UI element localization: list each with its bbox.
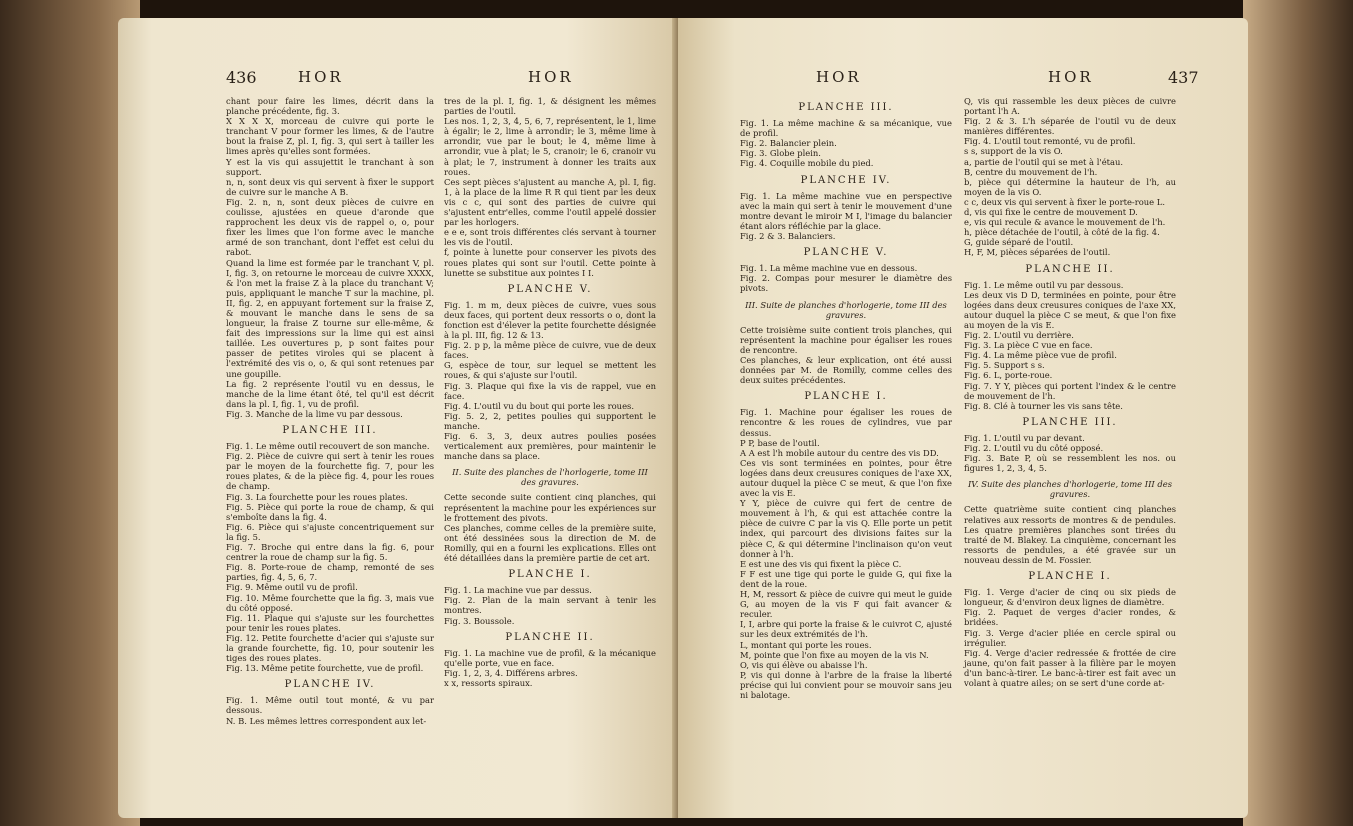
paragraph: n, n, sont deux vis qui servent à fixer le support de cuivre sur le manche A B.: [226, 176, 434, 197]
paragraph: Fig. 12. Petite fourchette d'acier qui s'ajuste sur la grande fourchette, fig. 10, pour soutenir les tiges des roues plates.: [226, 632, 434, 664]
paragraph: Fig. 3. Bate P, où se ressemblent les nos. ou figures 1, 2, 3, 4, 5.: [964, 453, 1176, 474]
paragraph: s s, support de la vis O.: [964, 146, 1063, 157]
paragraph: Fig. 1. Le même outil recouvert de son manche.: [226, 441, 430, 452]
section-heading: III. Suite de planches d'horlogerie, tome III des gravures.: [745, 299, 947, 320]
paragraph: f, pointe à lunette pour conserver les pivots des roues plates qui sont sur l'outil. Cette pointe à lunette se substitue aux pointes I I.: [444, 247, 656, 278]
paragraph: Les nos. 1, 2, 3, 4, 5, 6, 7, représentent, le 1, lime à égalir; le 2, lime à arrondir; le 3, même lime à arrondir, vue par le bout; le 4, même lime à arrondir, vue à plat; le 5, cranoir; le 6, cranoir vu à plat; le 7, instrument à donner les traits aux roues.: [444, 116, 656, 177]
right-page-number: 437: [1168, 68, 1199, 87]
paragraph: Fig. 2. L'outil vu derrière.: [964, 330, 1074, 341]
paragraph: H, F, M, pièces séparées de l'outil.: [964, 247, 1111, 258]
left-page-column-2: [444, 96, 656, 688]
paragraph: G, guide séparé de l'outil.: [964, 237, 1074, 248]
paragraph: Q, vis qui rassemble les deux pièces de cuivre portant l'h A.: [964, 96, 1176, 117]
paragraph: Fig. 6. Pièce qui s'ajuste concentriquement sur la fig. 5.: [226, 521, 434, 542]
paragraph: Fig. 11. Plaque qui s'ajuste sur les fourchettes pour tenir les roues plates.: [226, 612, 434, 633]
paragraph: Fig. 5. Pièce qui porte la roue de champ, & qui s'emboîte dans la fig. 4.: [226, 501, 434, 522]
left-page-column-1: [226, 96, 434, 726]
paragraph: Ces sept pièces s'ajustent au manche A, pl. I, fig. 1, à la place de la lime R R qui tient par les deux vis c c, qui sont des parties de cuivre qui s'ajustent entr'elles, comme l'outil appelé dossier par les horlogers.: [444, 176, 656, 228]
paragraph: Fig. 1. La même machine & sa mécanique, vue de profil.: [740, 118, 952, 139]
plate-heading: PLANCHE V.: [507, 283, 593, 295]
plate-heading: PLANCHE V.: [803, 247, 889, 259]
paragraph: O, vis qui élève ou abaisse l'h.: [740, 659, 868, 670]
paragraph: Fig. 1. La machine vue par dessus.: [444, 585, 592, 596]
paragraph: F F est une tige qui porte le guide G, qui fixe la dent de la roue.: [740, 568, 952, 589]
paragraph: Cette troisième suite contient trois planches, qui représentent la machine pour égaliser les roues de rencontre.: [740, 324, 952, 355]
paragraph: Fig. 6. L, porte-roue.: [964, 370, 1053, 381]
paragraph: Ces planches, comme celles de la première suite, ont été dessinées sous la direction de M. de Romilly, qui en a fourni les explications. Elles ont été détaillées dans la première partie de cet art.: [444, 522, 656, 564]
paragraph: I, I, arbre qui porte la fraise & le cuivrot C, ajusté sur les deux extrémités de l'h.: [740, 619, 952, 640]
paragraph: E est une des vis qui fixent la pièce C.: [740, 558, 902, 569]
left-running-head-right: HOR: [528, 68, 574, 86]
paragraph: d, vis qui fixe le centre de mouvement D.: [964, 207, 1138, 218]
paragraph: M, pointe que l'on fixe au moyen de la vis N.: [740, 649, 929, 660]
plate-heading: PLANCHE II.: [1025, 263, 1115, 275]
paragraph: Cette seconde suite contient cinq planches, qui représentent la machine pour les expériences sur le frottement des pivots.: [444, 492, 656, 523]
paragraph: Fig. 3. Boussole.: [444, 615, 515, 626]
plate-heading: PLANCHE III.: [798, 102, 894, 113]
right-page-column-2: [964, 96, 1176, 688]
paragraph: Fig. 3. Verge d'acier pliée en cercle spiral ou irrégulier.: [964, 627, 1176, 648]
paragraph: e e e, sont trois différentes clés servant à tourner les vis de l'outil.: [444, 227, 656, 248]
book-cover-right-edge: [1243, 0, 1353, 826]
paragraph: Fig. 2 & 3. L'h séparée de l'outil vu de deux manières différentes.: [964, 116, 1176, 137]
paragraph: Fig. 4. L'outil tout remonté, vu de profil.: [964, 136, 1136, 147]
paragraph: Fig. 7. Broche qui entre dans la fig. 6, pour centrer la roue de champ sur la fig. 5.: [226, 542, 434, 563]
plate-heading: PLANCHE IV.: [800, 174, 892, 186]
paragraph: Fig. 2. Paquet de verges d'acier rondes, & bridées.: [964, 607, 1176, 628]
paragraph: Fig. 5. 2, 2, petites poulies qui supportent le manche.: [444, 410, 656, 431]
left-page-number: 436: [226, 68, 257, 87]
paragraph: b, pièce qui détermine la hauteur de l'h, au moyen de la vis O.: [964, 176, 1176, 197]
paragraph: Fig. 1. L'outil vu par devant.: [964, 432, 1085, 443]
paragraph: Fig. 3. Manche de la lime vu par dessous.: [226, 408, 403, 419]
right-running-head-right: HOR: [1048, 68, 1094, 86]
paragraph: Fig. 1. Verge d'acier de cinq ou six pieds de longueur, & d'environ deux lignes de diamètre.: [964, 587, 1176, 608]
paragraph: Fig. 10. Même fourchette que la fig. 3, mais vue du côté opposé.: [226, 592, 434, 613]
plate-heading: PLANCHE III.: [282, 425, 378, 436]
paragraph: La fig. 2 représente l'outil vu en dessus, le manche de la lime étant ôté, tel qu'il est décrit dans la pl. I, fig. 1, vu de profil.: [226, 378, 434, 409]
paragraph: Fig. 13. Même petite fourchette, vue de profil.: [226, 663, 424, 674]
plate-heading: PLANCHE II.: [505, 631, 595, 643]
paragraph: c c, deux vis qui servent à fixer le porte-roue L.: [964, 196, 1166, 207]
paragraph: Fig. 5. Support s s.: [964, 360, 1045, 371]
paragraph: chant pour faire les limes, décrit dans la planche précédente, fig. 3.: [226, 96, 434, 117]
paragraph: G, espèce de tour, sur lequel se mettent les roues, & qui s'ajuste sur l'outil.: [444, 360, 656, 381]
paragraph: Fig. 9. Même outil vu de profil.: [226, 582, 358, 593]
paragraph: P, vis qui donne à l'arbre de la fraise la liberté précise qui lui convient pour se mouvoir sans jeu ni balotage.: [740, 669, 952, 700]
paragraph: Fig. 7. Y Y, pièces qui portent l'index & le centre de mouvement de l'h.: [964, 380, 1176, 401]
paragraph: Fig. 2. Compas pour mesurer le diamètre des pivots.: [740, 273, 952, 294]
left-running-head-left: HOR: [298, 68, 344, 86]
paragraph: Fig. 3. Globe plein.: [740, 148, 821, 159]
paragraph: Fig. 3. Plaque qui fixe la vis de rappel, vue en face.: [444, 380, 656, 401]
paragraph: Fig. 2 & 3. Balanciers.: [740, 231, 836, 242]
plate-heading: PLANCHE III.: [1022, 416, 1118, 428]
paragraph: Fig. 1. Machine pour égaliser les roues de rencontre & les roues de cylindres, vue par dessus.: [740, 407, 952, 438]
paragraph: Y Y, pièce de cuivre qui fert de centre de mouvement à l'h, & qui est attachée contre la pièce de cuivre C par la vis Q. Elle porte un petit index, qui parcourt des divisions faites sur la pièce C, & qui détermine l'inclinaison qu'on veut donner à l'h.: [740, 498, 952, 559]
paragraph: Cette quatrième suite contient cinq planches relatives aux ressorts de montres & de pendules. Les quatre premières planches sont tirées du traité de M. Blakey. La cinquième, concernant les ressorts de pendules, a été gravée sur un nouveau dessin de M. Fossier.: [964, 504, 1176, 565]
paragraph: Fig. 8. Clé à tourner les vis sans tête.: [964, 400, 1123, 411]
paragraph: Fig. 2. Plan de la main servant à tenir les montres.: [444, 595, 656, 616]
paragraph: a, partie de l'outil qui se met à l'étau.: [964, 156, 1124, 167]
paragraph: tres de la pl. I, fig. 1, & désignent les mêmes parties de l'outil.: [444, 96, 656, 117]
paragraph: Fig. 4. L'outil vu du bout qui porte les roues.: [444, 400, 634, 411]
paragraph: N. B. Les mêmes lettres correspondent aux let-: [226, 715, 427, 726]
paragraph: P P, base de l'outil.: [740, 437, 820, 448]
paragraph: e, vis qui recule & avance le mouvement de l'h.: [964, 217, 1166, 228]
paragraph: Fig. 8. Porte-roue de champ, remonté de ses parties, fig. 4, 5, 6, 7.: [226, 562, 434, 583]
paragraph: Fig. 1. Le même outil vu par dessous.: [964, 279, 1124, 290]
paragraph: B, centre du mouvement de l'h.: [964, 166, 1098, 177]
plate-heading: PLANCHE I.: [1028, 571, 1112, 583]
paragraph: Fig. 1. m m, deux pièces de cuivre, vues sous deux faces, qui portent deux ressorts o o, dont la fonction est d'élever la petite fourchette désignée à la pl. III, fig. 12 & 13.: [444, 299, 656, 341]
paragraph: Fig. 2. p p, la même pièce de cuivre, vue de deux faces.: [444, 340, 656, 361]
section-heading: IV. Suite des planches d'horlogerie, tome III des gravures.: [968, 479, 1172, 500]
paragraph: Fig. 1, 2, 3, 4. Différens arbres.: [444, 667, 578, 678]
paragraph: Fig. 2. n, n, sont deux pièces de cuivre en coulisse, ajustées en queue d'aronde que rapprochent les deux vis de rappel o, o, pour fixer les limes que l'on forme avec le manche armé de son tranchant, dont l'effet est celui du rabot.: [226, 196, 434, 258]
paragraph: Fig. 4. Coquille mobile du pied.: [740, 158, 874, 169]
paragraph: Fig. 6. 3, 3, deux autres poulies posées verticalement aux premières, pour maintenir le manche dans sa place.: [444, 431, 656, 462]
paragraph: Fig. 2. Balancier plein.: [740, 138, 837, 149]
paragraph: x x, ressorts spiraux.: [444, 677, 533, 688]
plate-heading: PLANCHE I.: [508, 569, 592, 581]
paragraph: Fig. 1. La machine vue de profil, & la mécanique qu'elle porte, vue en face.: [444, 647, 656, 668]
right-running-head-left: HOR: [816, 68, 862, 86]
paragraph: Y est la vis qui assujettit le tranchant à son support.: [226, 156, 434, 177]
paragraph: Fig. 2. Pièce de cuivre qui sert à tenir les roues par le moyen de la fourchette fig. 7, pour les roues plates, & de la pièce fig. 4, pour les roues de champ.: [226, 451, 434, 492]
paragraph: Fig. 4. La même pièce vue de profil.: [964, 350, 1117, 361]
paragraph: Fig. 1. Même outil tout monté, & vu par dessous.: [226, 695, 434, 716]
paragraph: Fig. 3. La pièce C vue en face.: [964, 340, 1093, 351]
paragraph: Ces planches, & leur explication, ont été aussi données par M. de Romilly, comme celles des deux suites précédentes.: [740, 354, 952, 386]
paragraph: Fig. 2. L'outil vu du côté opposé.: [964, 443, 1104, 453]
plate-heading: PLANCHE IV.: [284, 679, 376, 691]
paragraph: Les deux vis D D, terminées en pointe, pour être logées dans deux creusures coniques de l'axe XX, autour duquel la pièce C se meut, & que l'on fixe au moyen de la vis E.: [964, 289, 1176, 330]
paragraph: Ces vis sont terminées en pointes, pour être logées dans deux creusures coniques de l'axe XX, autour duquel la pièce C se meut, & que l'on fixe avec la vis E.: [740, 457, 952, 499]
paragraph: Fig. 1. La même machine vue en dessous.: [740, 263, 918, 274]
right-page-column-1: [740, 96, 952, 700]
paragraph: h, pièce détachée de l'outil, à côté de la fig. 4.: [964, 227, 1160, 238]
paragraph: Fig. 1. La même machine vue en perspective avec la main qui sert à tenir le mouvement d'une montre devant le miroir M I, l'image du balancier étant alors réfléchie par la glace.: [740, 190, 952, 231]
paragraph: Fig. 4. Verge d'acier redressée & frottée de cire jaune, qu'on fait passer à la filière par le moyen d'un banc-à-tirer. Le banc-à-tirer est fait avec un volant à quatre ailes; on se sert d'une corde at-: [964, 647, 1176, 688]
paragraph: H, M, ressort & pièce de cuivre qui meut le guide G, au moyen de la vis F qui fait avancer & reculer.: [740, 589, 952, 620]
left-page: [118, 18, 678, 818]
paragraph: Quand la lime est formée par le tranchant V, pl. I, fig. 3, on retourne le morceau de cuivre XXXX, & l'on met la fraise Z à la place du tranchant V; puis, appliquant le manche T sur la machine, pl. II, fig. 2, en appuyant fortement sur la fraise Z, & mouvant le manche dans le sens de sa longueur, la fraise Z tourne sur elle-même, & fait des impressions sur la lime qui est ainsi taillée. Les ouvertures p, p sont faites pour passer de petites viroles qui se placent à l'extrémité des vis o, o, & qui sont retenues par une goupille.: [226, 257, 434, 379]
right-page: [678, 18, 1248, 818]
paragraph: X X X X, morceau de cuivre qui porte le tranchant V pour former les limes, & de l'autre bout la fraise Z, pl. I, fig. 3, qui sert à tailler les limes après qu'elles sont formées.: [226, 116, 434, 157]
paragraph: A A est l'h mobile autour du centre des vis DD.: [740, 447, 939, 458]
section-heading: II. Suite des planches de l'horlogerie, tome III des gravures.: [452, 467, 648, 488]
paragraph: Fig. 3. La fourchette pour les roues plates.: [226, 491, 408, 502]
paragraph: L, montant qui porte les roues.: [740, 639, 872, 650]
plate-heading: PLANCHE I.: [804, 391, 888, 403]
